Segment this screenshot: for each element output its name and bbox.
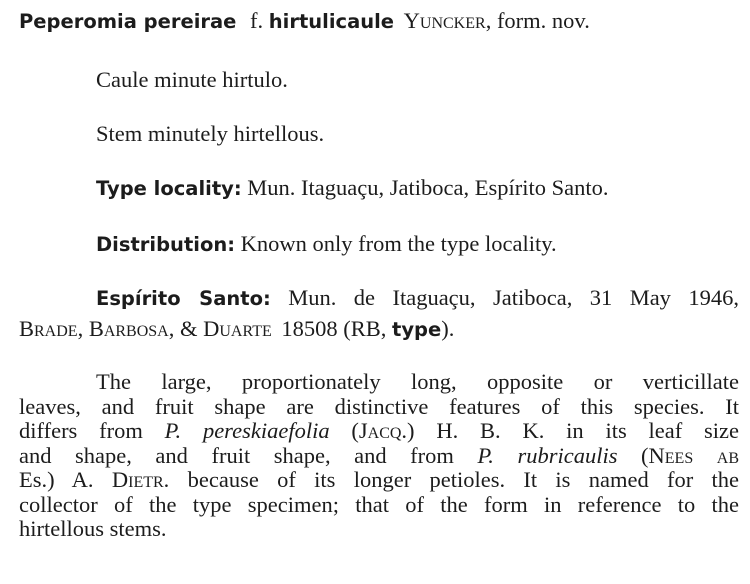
type-locality — [96, 175, 608, 202]
type-locality-label: Type locality: — [96, 177, 242, 200]
discussion-line-1 — [19, 370, 739, 395]
author-ref-jacq: (Jacq.) — [351, 418, 415, 443]
form-abbreviation: f. — [250, 8, 264, 33]
latin-diagnosis: Caule minute hirtulo. — [96, 67, 288, 92]
author-name: Yuncker — [403, 8, 486, 33]
discussion-text-5b: because of its longer petioles. It is named for the — [187, 467, 740, 492]
collector-separator: , — [77, 316, 89, 341]
specimen-number: 18508 (RB, — [281, 316, 387, 341]
specimen-citation-line2 — [19, 316, 454, 343]
species-name: Peperomia pereirae — [19, 10, 237, 33]
species-heading — [19, 8, 590, 35]
specimen-citation-line1 — [96, 285, 739, 312]
distribution-text: Known only from the type locality. — [240, 231, 557, 256]
discussion-text-3a: differs from — [19, 418, 143, 443]
heading-suffix: , form. nov. — [485, 8, 590, 33]
collector-3: Duarte — [203, 316, 272, 341]
english-diagnosis: Stem minutely hirtellous. — [96, 121, 325, 146]
discussion-text-1: The large, proportionately long, opposite or verticillate — [96, 369, 739, 394]
distribution — [96, 231, 557, 258]
discussion-paragraph — [19, 370, 739, 542]
discussion-line-2 — [19, 395, 739, 420]
discussion-line-3 — [19, 419, 739, 444]
discussion-line-7 — [19, 517, 739, 542]
collector-2: Barbosa — [88, 316, 169, 341]
collector-1: Brade — [19, 316, 78, 341]
discussion-text-7: hirtellous stems. — [19, 516, 167, 541]
type-word: type — [392, 318, 442, 341]
specimen-text: Mun. de Itaguaçu, Jatiboca, 31 May 1946, — [288, 285, 739, 310]
author-ref-dietr: Dietr. — [111, 467, 170, 492]
distribution-label: Distribution: — [96, 233, 236, 256]
discussion-text-5a: Es.) A. — [19, 467, 94, 492]
discussion-text-3b: H. B. K. in its leaf size — [436, 418, 740, 443]
specimen-close: ). — [441, 316, 455, 341]
species-ref-rubricaulis: P. rubricaulis — [477, 442, 618, 468]
discussion-line-5 — [19, 468, 739, 493]
collector-separator-2: , & — [168, 316, 204, 341]
specimen-label: Espírito Santo: — [96, 287, 271, 310]
discussion-text-6: collector of the type specimen; that of the form in reference to the — [19, 491, 739, 517]
discussion-line-4 — [19, 444, 739, 469]
discussion-text-2: leaves, and fruit shape are distinctive features of this species. It — [19, 393, 739, 419]
author-ref-nees: (Nees ab — [641, 442, 739, 468]
discussion-text-4a: and shape, and fruit shape, and from — [19, 442, 454, 468]
discussion-line-6 — [19, 493, 739, 518]
species-ref-pereskiaefolia: P. pereskiaefolia — [164, 418, 330, 443]
form-name: hirtulicaule — [268, 10, 395, 33]
type-locality-text: Mun. Itaguaçu, Jatiboca, Espírito Santo. — [247, 175, 609, 200]
